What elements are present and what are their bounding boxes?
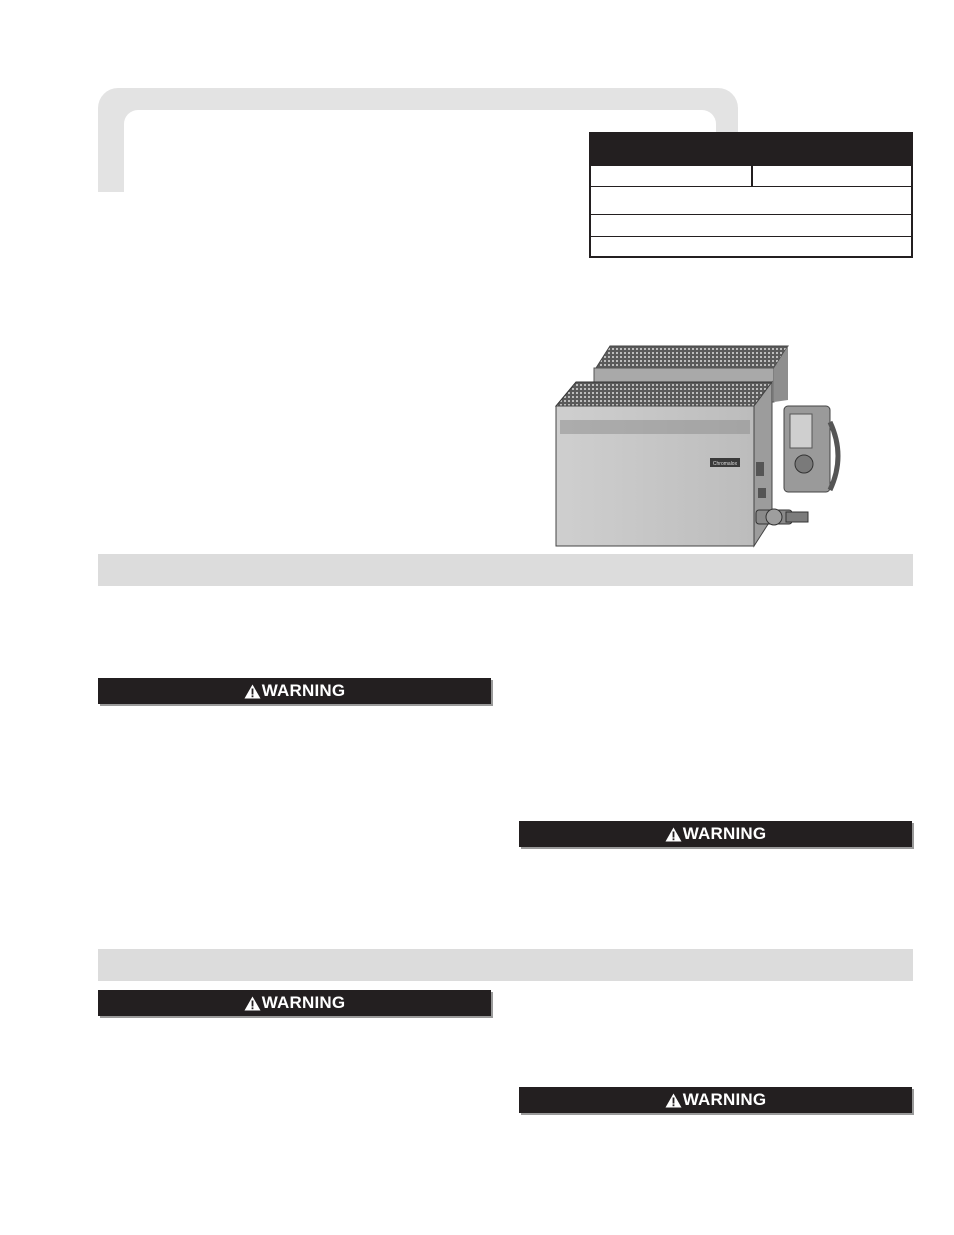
info-table-row bbox=[591, 186, 911, 187]
info-table-divider bbox=[751, 166, 753, 186]
warning-text: WARNING bbox=[261, 993, 346, 1012]
section-header-bar bbox=[98, 554, 913, 586]
warning-label bbox=[98, 990, 491, 1016]
warning-label bbox=[519, 821, 912, 847]
warning-label bbox=[98, 678, 491, 704]
warning-text: WARNING bbox=[682, 1090, 767, 1109]
info-table-row bbox=[591, 236, 911, 237]
warning-triangle-icon bbox=[665, 827, 682, 842]
product-photo bbox=[548, 340, 848, 552]
warning-text: WARNING bbox=[261, 681, 346, 700]
warning-triangle-icon bbox=[244, 684, 261, 699]
warning-triangle-icon bbox=[665, 1093, 682, 1108]
info-table-header bbox=[591, 134, 911, 166]
warning-label bbox=[519, 1087, 912, 1113]
section-header-bar bbox=[98, 949, 913, 981]
warning-text: WARNING bbox=[682, 824, 767, 843]
info-table bbox=[589, 132, 913, 258]
info-table-row bbox=[591, 214, 911, 215]
photo-badge: Chromalox bbox=[712, 461, 738, 467]
warning-triangle-icon bbox=[244, 996, 261, 1011]
